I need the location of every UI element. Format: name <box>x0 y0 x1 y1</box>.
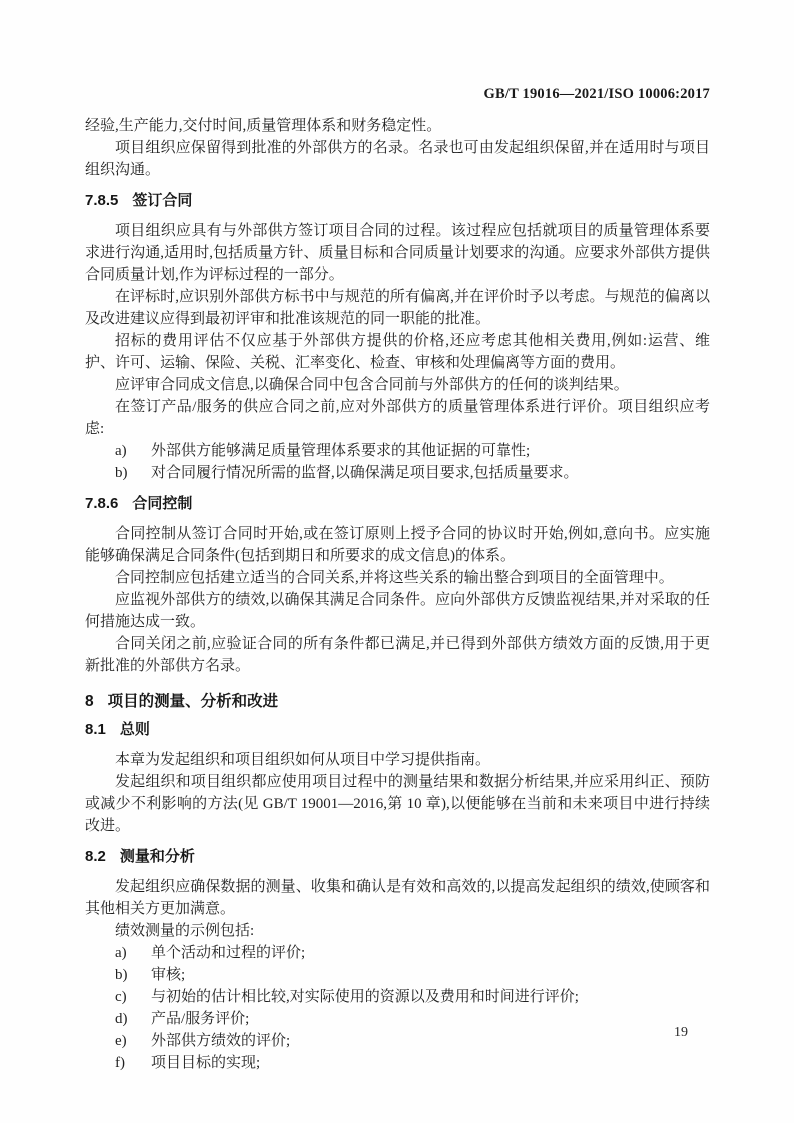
list-item <box>85 440 710 462</box>
list-item-label: c) <box>115 989 127 1005</box>
paragraph: 应监视外部供方的绩效,以确保其满足合同条件。应向外部供方反馈监视结果,并对采取的任何措施达成一致。 <box>85 592 710 630</box>
list-item-text: 对合同履行情况所需的监督,以确保满足项目要求,包括质量要求。 <box>151 465 579 481</box>
page-number: 19 <box>674 1025 688 1040</box>
section-number: 7.8.6 <box>85 495 119 512</box>
paragraph: 在签订产品/服务的供应合同之前,应对外部供方的质量管理体系进行评价。项目组织应考虑: <box>85 399 710 437</box>
paragraph: 绩效测量的示例包括: <box>115 923 255 939</box>
list-item-label: d) <box>115 1011 128 1027</box>
section-title: 合同控制 <box>132 495 193 512</box>
paragraph-carryover: 经验,生产能力,交付时间,质量管理体系和财务稳定性。 <box>85 118 442 134</box>
paragraph: 应评审合同成文信息,以确保合同中包含合同前与外部供方的任何的谈判结果。 <box>115 377 629 393</box>
section-title: 签订合同 <box>132 192 193 209</box>
list-item-label: a) <box>115 945 127 961</box>
paragraph: 合同控制应包括建立适当的合同关系,并将这些关系的输出整合到项目的全面管理中。 <box>115 570 674 586</box>
list-item <box>85 964 710 986</box>
chapter-title: 项目的测量、分析和改进 <box>107 693 279 710</box>
paragraph: 项目组织应具有与外部供方签订项目合同的过程。该过程应包括就项目的质量管理体系要求进行沟通,适用时,包括质量方针、质量目标和合同质量计划要求的沟通。应要求外部供方提供合同质量计划,作为评标过程的一部分。 <box>85 223 710 283</box>
list-item <box>85 1030 710 1052</box>
paragraph: 发起组织和项目组织都应使用项目过程中的测量结果和数据分析结果,并应采用纠正、预防或减少不利影响的方法(见 GB/T 19001—2016,第 10 章),以便能够在当前和未来项目中进行持续改进。 <box>85 774 710 834</box>
paragraph: 项目组织应保留得到批准的外部供方的名录。名录也可由发起组织保留,并在适用时与项目组织沟通。 <box>85 140 710 178</box>
list-item-text: 项目目标的实现; <box>151 1055 261 1071</box>
chapter-heading-8 <box>85 693 710 710</box>
section-title: 总则 <box>119 721 150 738</box>
list-item-label: b) <box>115 465 128 481</box>
section-title: 测量和分析 <box>119 848 195 865</box>
paragraph: 在评标时,应识别外部供方标书中与规范的所有偏离,并在评价时予以考虑。与规范的偏离以及改进建议应得到最初评审和批准该规范的同一职能的批准。 <box>85 289 710 327</box>
list-item-label: f) <box>115 1055 125 1071</box>
list-item-label: e) <box>115 1033 127 1049</box>
paragraph: 招标的费用评估不仅应基于外部供方提供的价格,还应考虑其他相关费用,例如:运营、维护、许可、运输、保险、关税、汇率变化、检查、审核和处理偏离等方面的费用。 <box>85 333 710 371</box>
section-number: 8.2 <box>85 848 106 865</box>
section-number: 8.1 <box>85 721 106 738</box>
list-item <box>85 942 710 964</box>
paragraph: 发起组织应确保数据的测量、收集和确认是有效和高效的,以提高发起组织的绩效,使顾客和其他相关方更加满意。 <box>85 879 710 917</box>
section-number: 7.8.5 <box>85 192 119 209</box>
list-item-label: b) <box>115 967 128 983</box>
section-heading-7-8-6 <box>85 495 710 512</box>
paragraph: 合同控制从签订合同时开始,或在签订原则上授予合同的协议时开始,例如,意向书。应实施能够确保满足合同条件(包括到期日和所要求的成文信息)的体系。 <box>85 526 710 564</box>
section-heading-8-1 <box>85 721 710 738</box>
list-item-text: 外部供方绩效的评价; <box>151 1033 291 1049</box>
list-item <box>85 1008 710 1030</box>
section-heading-7-8-5 <box>85 192 710 209</box>
list-item <box>85 986 710 1008</box>
list-item-text: 外部供方能够满足质量管理体系要求的其他证据的可靠性; <box>151 443 531 459</box>
standard-code-header: GB/T 19016—2021/ISO 10006:2017 <box>483 86 710 102</box>
chapter-number: 8 <box>85 693 94 710</box>
page-content <box>85 115 710 1074</box>
list-item-label: a) <box>115 443 127 459</box>
paragraph: 合同关闭之前,应验证合同的所有条件都已满足,并已得到外部供方绩效方面的反馈,用于更新批准的外部供方名录。 <box>85 636 710 674</box>
list-item <box>85 1052 710 1074</box>
list-item-text: 审核; <box>151 967 186 983</box>
list-item-text: 与初始的估计相比较,对实际使用的资源以及费用和时间进行评价; <box>151 989 579 1005</box>
list-item-text: 单个活动和过程的评价; <box>151 945 306 961</box>
paragraph: 本章为发起组织和项目组织如何从项目中学习提供指南。 <box>115 752 491 768</box>
section-heading-8-2 <box>85 848 710 865</box>
list-item <box>85 462 710 484</box>
list-item-text: 产品/服务评价; <box>151 1011 250 1027</box>
